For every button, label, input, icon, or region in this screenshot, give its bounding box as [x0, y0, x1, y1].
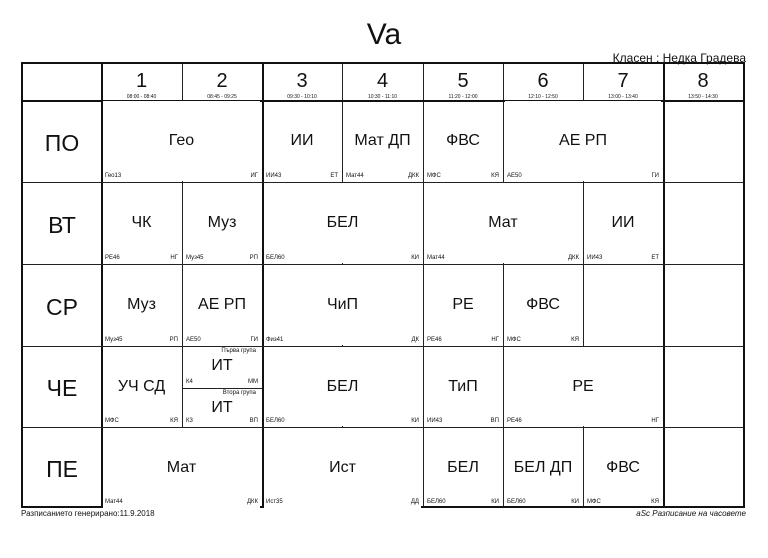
lesson-subject: РЕ [452, 296, 474, 313]
lesson-teacher: ДКК [407, 173, 419, 179]
lesson-teacher: ДД [410, 499, 419, 505]
lesson-room: Муз45 [186, 255, 204, 261]
day-label-thu: ЧЕ [46, 375, 78, 401]
lesson-cell[interactable] [423, 100, 503, 182]
lesson-cell[interactable] [262, 427, 423, 508]
lesson-room: БЕЛ60 [507, 499, 526, 505]
lesson-cell[interactable] [101, 427, 262, 508]
lesson-subject: АЕ РП [198, 296, 246, 313]
lesson-teacher: ДК [411, 337, 419, 343]
lesson-room: МФС [587, 499, 601, 505]
lesson-cell[interactable] [423, 182, 583, 264]
period-number: 1 [135, 70, 148, 92]
lesson-cell[interactable] [503, 100, 663, 182]
lesson-cell[interactable] [262, 346, 423, 427]
lesson-room: БЕЛ60 [266, 418, 285, 424]
lesson-subject: Ист [329, 459, 356, 476]
lesson-teacher: ВП [490, 418, 499, 424]
lesson-room: Ист35 [266, 499, 283, 505]
lesson-subject: Муз [207, 214, 237, 231]
period-time: 12:10 - 12:50 [528, 94, 558, 100]
lesson-teacher: ГИ [651, 173, 659, 179]
lesson-room: РЕ46 [507, 418, 522, 424]
lesson-cell[interactable] [423, 264, 503, 346]
lesson-cell[interactable] [262, 182, 423, 264]
class-title: Va [366, 18, 402, 51]
period-number: 2 [216, 70, 228, 92]
lesson-room: Мат44 [346, 173, 364, 179]
lesson-cell[interactable] [583, 182, 663, 264]
lesson-room: Физ41 [266, 337, 284, 343]
lesson-cell[interactable] [182, 182, 262, 264]
lesson-room: МФС [427, 173, 441, 179]
lesson-room: РЕ46 [105, 255, 120, 261]
lesson-cell[interactable] [182, 264, 262, 346]
lesson-subject: ТиП [448, 378, 478, 395]
lesson-cell[interactable] [503, 427, 583, 508]
lesson-room: ИИ43 [427, 418, 443, 424]
lesson-teacher: КЯ [170, 418, 178, 424]
lesson-subject: Мат ДП [354, 132, 411, 149]
period-number: 3 [296, 70, 308, 92]
lesson-cell[interactable] [342, 100, 423, 182]
period-time: 08:45 - 09:25 [207, 94, 237, 100]
lesson-subject: БЕЛ [326, 214, 359, 231]
period-time: 11:20 - 12:00 [448, 94, 478, 100]
lesson-teacher: ЕТ [330, 173, 338, 179]
lesson-subject: ФВС [446, 132, 480, 149]
lesson-room: АЕ50 [186, 337, 201, 343]
lesson-teacher: КЯ [651, 499, 659, 505]
lesson-room: ИИ43 [587, 255, 603, 261]
lesson-subject: ИИ [611, 214, 635, 231]
lesson-teacher: КЯ [571, 337, 579, 343]
lesson-cell[interactable] [101, 100, 262, 182]
lesson-subject: РЕ [572, 378, 594, 395]
period-time: 08:00 - 08:40 [126, 94, 157, 100]
lesson-teacher: КЯ [491, 173, 499, 179]
lesson-cell[interactable] [101, 182, 182, 264]
lesson-teacher: ИГ [250, 173, 258, 179]
period-number: 6 [537, 70, 549, 92]
lesson-teacher: РП [249, 255, 258, 261]
lesson-teacher: ДКК [246, 499, 258, 505]
timetable-grid [21, 62, 745, 508]
lesson-subject: Мат [488, 214, 518, 231]
lesson-cell[interactable] [503, 264, 583, 346]
lesson-subject: УЧ СД [117, 378, 166, 395]
lesson-cell[interactable] [262, 100, 342, 182]
group-lesson-cell[interactable] [182, 346, 262, 388]
day-label-tue: ВТ [48, 212, 76, 238]
lesson-subject: БЕЛ ДП [513, 459, 573, 476]
lesson-teacher: ВП [249, 418, 258, 424]
period-time: 13:50 - 14:30 [688, 94, 718, 100]
software-credit: aSc Разписание на часовете [636, 509, 746, 518]
lesson-teacher: НГ [491, 337, 499, 343]
lesson-teacher: ДКК [567, 255, 579, 261]
lesson-room: К3 [186, 418, 193, 424]
lesson-teacher: НГ [170, 255, 178, 261]
period-number: 8 [697, 70, 709, 92]
lesson-teacher: КИ [411, 255, 419, 261]
lesson-subject: ЧК [131, 214, 152, 231]
period-number: 4 [376, 70, 389, 92]
lesson-cell[interactable] [583, 427, 663, 508]
lesson-subject: ФВС [526, 296, 560, 313]
lesson-teacher: КИ [411, 418, 419, 424]
lesson-teacher: ГИ [250, 337, 258, 343]
lesson-subject: ФВС [606, 459, 640, 476]
lesson-room: Гео13 [105, 173, 122, 179]
day-label-mon: ПО [44, 130, 80, 156]
lesson-subject: БЕЛ [447, 459, 479, 476]
group-label: Втора група [222, 390, 256, 396]
lesson-room: МФС [105, 418, 119, 424]
lesson-room: БЕЛ60 [427, 499, 446, 505]
lesson-cell[interactable] [101, 346, 182, 427]
lesson-teacher: НГ [651, 418, 659, 424]
lesson-cell[interactable] [262, 264, 423, 346]
lesson-room: БЕЛ60 [266, 255, 285, 261]
day-label-fri: ПЕ [46, 456, 78, 482]
lesson-subject: БЕЛ [326, 378, 359, 395]
lesson-room: РЕ46 [427, 337, 442, 343]
lesson-room: Муз45 [105, 337, 123, 343]
lesson-subject: Муз [127, 296, 156, 313]
day-label-wed: СР [46, 294, 78, 320]
lesson-teacher: ММ [248, 379, 258, 385]
lesson-room: АЕ50 [507, 173, 522, 179]
lesson-cell[interactable] [101, 264, 182, 346]
lesson-subject: ИТ [211, 399, 233, 416]
group-lesson-cell[interactable] [182, 388, 262, 427]
lesson-teacher: РП [169, 337, 178, 343]
lesson-subject: ИТ [211, 357, 233, 374]
lesson-subject: ЧиП [326, 296, 359, 313]
group-label: Първа група [221, 348, 256, 354]
lesson-cell[interactable] [503, 346, 663, 427]
lesson-subject: ИИ [290, 132, 314, 149]
period-number: 5 [457, 70, 469, 92]
lesson-room: МФС [507, 337, 521, 343]
lesson-teacher: ЕТ [651, 255, 659, 261]
lesson-cell[interactable] [423, 427, 503, 508]
class-teacher: Класен : Недка Градева [612, 51, 746, 65]
lesson-subject: Мат [166, 459, 197, 476]
lesson-room: ИИ43 [266, 173, 282, 179]
lesson-teacher: КИ [491, 499, 499, 505]
lesson-room: Мат44 [427, 255, 445, 261]
generated-date: Разписанието генерирано:11.9.2018 [21, 509, 155, 518]
lesson-room: Мат44 [105, 499, 123, 505]
period-time: 10:30 - 11:10 [367, 94, 398, 100]
lesson-subject: АЕ РП [559, 132, 607, 149]
period-time: 13:00 - 13:40 [608, 94, 638, 100]
lesson-teacher: КИ [571, 499, 579, 505]
period-time: 09:30 - 10:10 [287, 94, 317, 100]
lesson-room: К4 [186, 379, 193, 385]
lesson-cell[interactable] [423, 346, 503, 427]
period-number: 7 [617, 70, 629, 92]
lesson-subject: Гео [168, 132, 195, 149]
